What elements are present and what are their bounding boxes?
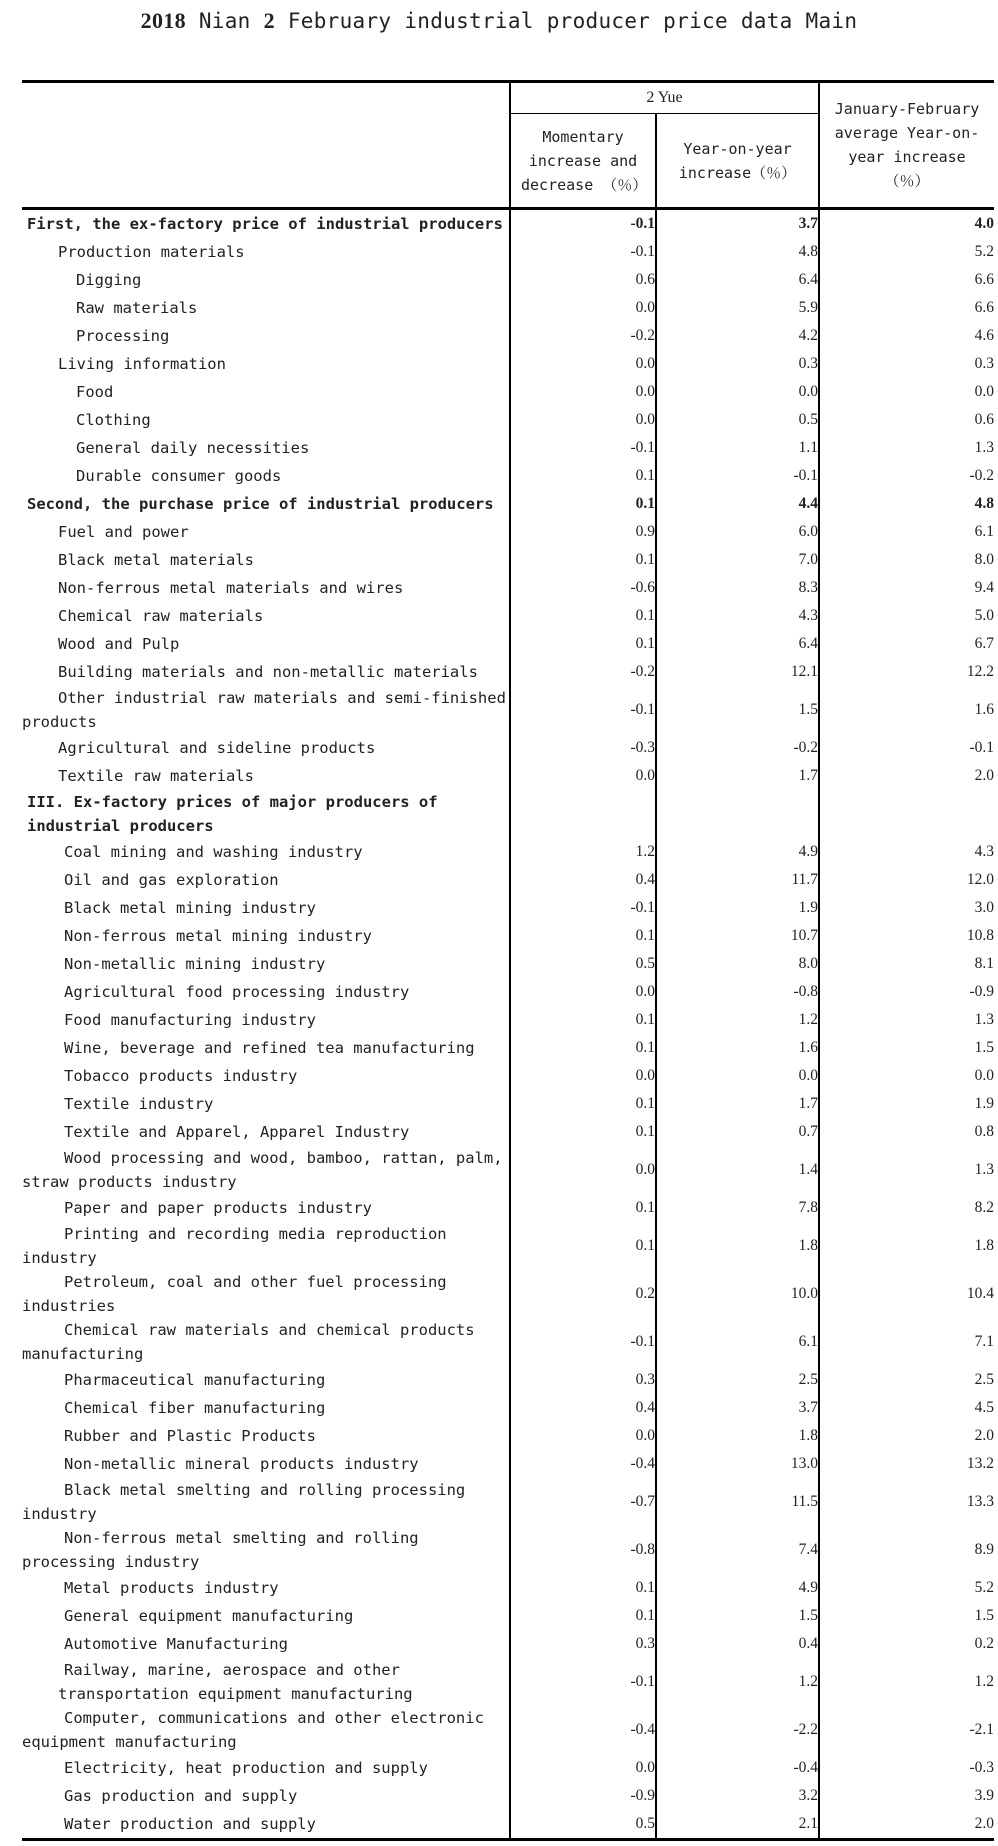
row-ytd-value: 10.4 <box>966 1285 995 1302</box>
row-ytd-value: 12.0 <box>966 871 995 888</box>
row-ytd-value: 9.4 <box>974 579 995 596</box>
row-yoy-value: 1.7 <box>656 1090 819 1118</box>
row-label: Textile raw materials <box>22 762 510 790</box>
table-row <box>22 838 994 866</box>
header-yoy: Year-on-year increase（％） <box>656 114 819 209</box>
row-mom-value: 0.1 <box>510 462 656 490</box>
row-yoy-value: 6.0 <box>656 518 819 546</box>
row-yoy-value: 10.0 <box>656 1270 819 1318</box>
row-yoy-value: 1.5 <box>656 1602 819 1630</box>
row-yoy-value: 1.1 <box>656 434 819 462</box>
row-ytd-value: 0.6 <box>974 411 995 428</box>
row-label: Printing and recording media reproduction industry <box>22 1222 510 1270</box>
row-label: General equipment manufacturing <box>22 1602 510 1630</box>
row-label: Rubber and Plastic Products <box>22 1422 510 1450</box>
row-label: General daily necessities <box>22 434 510 462</box>
row-ytd-value: 2.0 <box>974 767 995 784</box>
row-yoy-value: 10.7 <box>656 922 819 950</box>
row-yoy-value: 7.0 <box>656 546 819 574</box>
table-row <box>22 378 994 406</box>
title-year: 2018 <box>140 8 186 33</box>
row-mom-value: 1.2 <box>510 838 656 866</box>
row-mom-value: 0.1 <box>510 630 656 658</box>
row-yoy-value <box>656 790 819 838</box>
row-ytd-value: 2.0 <box>819 1810 994 1840</box>
table-row <box>22 1602 994 1630</box>
row-ytd-value: 0.0 <box>974 1067 995 1084</box>
table-row <box>22 209 994 239</box>
row-mom-value <box>510 790 656 838</box>
table-row <box>22 1366 994 1394</box>
row-mom-value: 0.0 <box>510 378 656 406</box>
row-label: Textile and Apparel, Apparel Industry <box>22 1118 510 1146</box>
table-row <box>22 1118 994 1146</box>
row-ytd-value: -0.3 <box>969 1759 995 1776</box>
row-mom-value: -0.4 <box>510 1450 656 1478</box>
row-label: Agricultural food processing industry <box>22 978 510 1006</box>
row-label: Chemical raw materials <box>22 602 510 630</box>
row-label: Tobacco products industry <box>22 1062 510 1090</box>
table-row <box>22 734 994 762</box>
row-mom-value: 0.1 <box>510 922 656 950</box>
table-row <box>22 1574 994 1602</box>
title-nian: Nian <box>198 9 251 33</box>
row-yoy-value: 4.2 <box>656 322 819 350</box>
row-yoy-value: -0.4 <box>656 1754 819 1782</box>
row-mom-value: -0.1 <box>510 209 656 239</box>
row-label: Fuel and power <box>22 518 510 546</box>
row-yoy-value: 7.8 <box>656 1194 819 1222</box>
table-row <box>22 1782 994 1810</box>
row-mom-value: -0.1 <box>510 894 656 922</box>
row-label: Automotive Manufacturing <box>22 1630 510 1658</box>
row-mom-value: 0.5 <box>510 1810 656 1840</box>
table-row <box>22 922 994 950</box>
row-yoy-value: 5.9 <box>656 294 819 322</box>
row-ytd-value: -0.9 <box>969 983 995 1000</box>
row-mom-value: -0.1 <box>510 1658 656 1706</box>
row-label: Petroleum, coal and other fuel processing industries <box>22 1270 510 1318</box>
row-label: Wood processing and wood, bamboo, rattan, palm, straw products industry <box>22 1146 510 1194</box>
row-mom-value: 0.0 <box>510 978 656 1006</box>
table-row <box>22 518 994 546</box>
row-mom-value: -0.1 <box>510 434 656 462</box>
table-row <box>22 1006 994 1034</box>
row-ytd-value: 3.9 <box>974 1787 995 1804</box>
row-mom-value: 0.4 <box>510 866 656 894</box>
row-yoy-value: 11.7 <box>656 866 819 894</box>
row-ytd-value: 0.3 <box>974 355 995 372</box>
row-ytd-value: 1.9 <box>974 1095 995 1112</box>
row-ytd-value: 8.9 <box>974 1541 995 1558</box>
row-label: Coal mining and washing industry <box>22 838 510 866</box>
table-row <box>22 1034 994 1062</box>
row-mom-value: 0.0 <box>510 294 656 322</box>
row-mom-value: -0.8 <box>510 1526 656 1574</box>
row-mom-value: 0.1 <box>510 1090 656 1118</box>
row-ytd-value: 5.2 <box>974 243 995 260</box>
table-row <box>22 950 994 978</box>
row-yoy-value: 11.5 <box>656 1478 819 1526</box>
row-yoy-value: 3.7 <box>656 1394 819 1422</box>
table-row <box>22 866 994 894</box>
row-yoy-value: 0.3 <box>656 350 819 378</box>
row-ytd-value: 4.5 <box>974 1399 995 1416</box>
table-row <box>22 1630 994 1658</box>
row-mom-value: 0.9 <box>510 518 656 546</box>
row-ytd-value: 6.7 <box>974 635 995 652</box>
row-mom-value: 0.1 <box>510 1194 656 1222</box>
title-month: 2 <box>263 8 275 33</box>
row-ytd-value: 0.2 <box>974 1635 995 1652</box>
row-yoy-value: 1.7 <box>656 762 819 790</box>
row-mom-value: 0.3 <box>510 1630 656 1658</box>
table-row <box>22 350 994 378</box>
row-mom-value: 0.5 <box>510 950 656 978</box>
table-row <box>22 894 994 922</box>
row-ytd-value: 5.0 <box>974 607 995 624</box>
row-mom-value: -0.1 <box>510 686 656 734</box>
row-ytd-value: 1.6 <box>974 701 995 718</box>
row-label: Clothing <box>22 406 510 434</box>
row-label: Non-metallic mining industry <box>22 950 510 978</box>
row-yoy-value: 0.5 <box>656 406 819 434</box>
table-row <box>22 790 994 838</box>
row-label: Food manufacturing industry <box>22 1006 510 1034</box>
row-label: Black metal mining industry <box>22 894 510 922</box>
row-mom-value: 0.0 <box>510 1146 656 1194</box>
row-yoy-value: 0.7 <box>656 1118 819 1146</box>
row-yoy-value: 6.4 <box>656 630 819 658</box>
row-mom-value: 0.1 <box>510 1222 656 1270</box>
table-row <box>22 1422 994 1450</box>
row-label: Wood and Pulp <box>22 630 510 658</box>
row-ytd-value: 1.2 <box>974 1673 995 1690</box>
header-ytd: January-February average Year-on-year increase（％） <box>819 82 994 209</box>
row-ytd-value: 5.2 <box>974 1579 995 1596</box>
row-mom-value: 0.6 <box>510 266 656 294</box>
row-yoy-value: 6.4 <box>656 266 819 294</box>
row-mom-value: 0.3 <box>510 1366 656 1394</box>
row-yoy-value: 1.2 <box>656 1006 819 1034</box>
row-label: Living information <box>22 350 510 378</box>
table-row <box>22 686 994 734</box>
row-mom-value: 0.0 <box>510 406 656 434</box>
row-ytd-value: 1.3 <box>974 439 995 456</box>
row-mom-value: 0.1 <box>510 1006 656 1034</box>
table-row <box>22 490 994 518</box>
row-mom-value: -0.1 <box>510 1318 656 1366</box>
row-ytd-value: 8.1 <box>974 955 995 972</box>
row-mom-value: 0.0 <box>510 1422 656 1450</box>
row-yoy-value: 3.2 <box>656 1782 819 1810</box>
row-mom-value: 0.1 <box>510 1118 656 1146</box>
row-label: Black metal materials <box>22 546 510 574</box>
table-row <box>22 1270 994 1318</box>
table-row <box>22 322 994 350</box>
row-ytd-value: 1.5 <box>974 1039 995 1056</box>
table-row <box>22 1754 994 1782</box>
row-ytd-value: 13.2 <box>966 1455 995 1472</box>
row-ytd-value: -0.2 <box>969 467 995 484</box>
row-mom-value: 0.0 <box>510 350 656 378</box>
row-label: Railway, marine, aerospace and other transportation equipment manufacturing <box>22 1658 510 1706</box>
row-yoy-value: 1.8 <box>656 1222 819 1270</box>
table-row <box>22 658 994 686</box>
row-mom-value: -0.4 <box>510 1706 656 1754</box>
row-yoy-value: -0.2 <box>656 734 819 762</box>
row-ytd-value: 4.3 <box>974 843 995 860</box>
row-label: Oil and gas exploration <box>22 866 510 894</box>
row-yoy-value: 12.1 <box>656 658 819 686</box>
table-row <box>22 1318 994 1366</box>
row-yoy-value: 4.9 <box>656 838 819 866</box>
row-ytd-value: 7.1 <box>974 1333 995 1350</box>
row-ytd-value: 0.0 <box>974 383 995 400</box>
row-yoy-value: 4.3 <box>656 602 819 630</box>
row-label: First, the ex-factory price of industrial producers <box>22 209 510 239</box>
row-ytd-value: 1.5 <box>974 1607 995 1624</box>
page-title <box>0 8 998 34</box>
table-row <box>22 462 994 490</box>
table-row <box>22 762 994 790</box>
row-mom-value: 0.0 <box>510 1754 656 1782</box>
table-body <box>22 209 994 1840</box>
table-row <box>22 602 994 630</box>
table-row <box>22 1194 994 1222</box>
row-mom-value: 0.2 <box>510 1270 656 1318</box>
table-row <box>22 294 994 322</box>
row-label: Textile industry <box>22 1090 510 1118</box>
table-row <box>22 978 994 1006</box>
row-ytd-value: 3.0 <box>974 899 995 916</box>
row-ytd-value: 6.1 <box>974 523 995 540</box>
row-label: Non-metallic mineral products industry <box>22 1450 510 1478</box>
table-row <box>22 266 994 294</box>
row-yoy-value: 2.5 <box>656 1366 819 1394</box>
row-mom-value: 0.1 <box>510 490 656 518</box>
row-ytd-value: 8.2 <box>974 1199 995 1216</box>
row-mom-value: 0.0 <box>510 1062 656 1090</box>
header-blank <box>22 82 510 209</box>
table-row <box>22 1222 994 1270</box>
row-mom-value: 0.0 <box>510 762 656 790</box>
row-label: Gas production and supply <box>22 1782 510 1810</box>
row-ytd-value: 0.8 <box>974 1123 995 1140</box>
row-yoy-value: 0.0 <box>656 378 819 406</box>
row-ytd-value: 1.3 <box>974 1011 995 1028</box>
row-ytd-value: 10.8 <box>966 927 995 944</box>
row-yoy-value: -0.1 <box>656 462 819 490</box>
row-label: Non-ferrous metal materials and wires <box>22 574 510 602</box>
row-label: Non-ferrous metal mining industry <box>22 922 510 950</box>
row-ytd-value: 4.0 <box>974 215 995 232</box>
row-mom-value: -0.2 <box>510 322 656 350</box>
row-mom-value: -0.1 <box>510 238 656 266</box>
row-yoy-value: 13.0 <box>656 1450 819 1478</box>
row-yoy-value: 4.8 <box>656 238 819 266</box>
row-ytd-value: 6.6 <box>974 299 995 316</box>
row-mom-value: -0.7 <box>510 1478 656 1526</box>
row-label: Water production and supply <box>22 1810 510 1840</box>
row-ytd-value: -2.1 <box>969 1721 995 1738</box>
table-row <box>22 546 994 574</box>
header-mom: Momentary increase and decrease （％） <box>510 114 656 209</box>
row-label: Non-ferrous metal smelting and rolling processing industry <box>22 1526 510 1574</box>
row-ytd-value: 2.0 <box>974 1427 995 1444</box>
row-mom-value: 0.1 <box>510 546 656 574</box>
row-label: Processing <box>22 322 510 350</box>
row-ytd-value: 2.5 <box>974 1371 995 1388</box>
row-yoy-value: 3.7 <box>656 209 819 239</box>
row-yoy-value: 1.9 <box>656 894 819 922</box>
row-ytd-value: 4.8 <box>974 495 995 512</box>
row-mom-value: -0.3 <box>510 734 656 762</box>
table-row <box>22 406 994 434</box>
row-label: Food <box>22 378 510 406</box>
row-yoy-value: 1.8 <box>656 1422 819 1450</box>
row-mom-value: -0.2 <box>510 658 656 686</box>
row-yoy-value: 4.9 <box>656 1574 819 1602</box>
table-row <box>22 1146 994 1194</box>
row-label: Computer, communications and other electronic equipment manufacturing <box>22 1706 510 1754</box>
row-mom-value: -0.9 <box>510 1782 656 1810</box>
table-row <box>22 1658 994 1706</box>
table-row <box>22 434 994 462</box>
row-yoy-value: 4.4 <box>656 490 819 518</box>
table-row <box>22 238 994 266</box>
row-label: Second, the purchase price of industrial producers <box>22 490 510 518</box>
row-label: III. Ex-factory prices of major producers of industrial producers <box>22 790 510 838</box>
row-label: Chemical fiber manufacturing <box>22 1394 510 1422</box>
row-label: Metal products industry <box>22 1574 510 1602</box>
row-yoy-value: 1.5 <box>656 686 819 734</box>
row-mom-value: 0.1 <box>510 1034 656 1062</box>
row-label: Raw materials <box>22 294 510 322</box>
price-table <box>22 80 994 1841</box>
row-yoy-value: 8.0 <box>656 950 819 978</box>
row-label: Chemical raw materials and chemical products manufacturing <box>22 1318 510 1366</box>
row-ytd-value <box>819 790 994 838</box>
row-yoy-value: 2.1 <box>656 1810 819 1840</box>
row-label: Digging <box>22 266 510 294</box>
row-label: Black metal smelting and rolling processing industry <box>22 1478 510 1526</box>
table-row <box>22 1478 994 1526</box>
row-yoy-value: 0.0 <box>656 1062 819 1090</box>
row-yoy-value: 1.6 <box>656 1034 819 1062</box>
table-row <box>22 1394 994 1422</box>
row-ytd-value: 1.3 <box>974 1161 995 1178</box>
title-rest: February industrial producer price data Main <box>287 9 858 33</box>
header-group-month: 2 Yue <box>510 82 819 114</box>
table-row <box>22 1810 994 1840</box>
row-yoy-value: 6.1 <box>656 1318 819 1366</box>
row-label: Paper and paper products industry <box>22 1194 510 1222</box>
row-mom-value: -0.6 <box>510 574 656 602</box>
table-row <box>22 1706 994 1754</box>
row-mom-value: 0.4 <box>510 1394 656 1422</box>
table-row <box>22 1062 994 1090</box>
row-yoy-value: 0.4 <box>656 1630 819 1658</box>
row-label: Durable consumer goods <box>22 462 510 490</box>
row-ytd-value: 4.6 <box>974 327 995 344</box>
row-ytd-value: 13.3 <box>966 1493 995 1510</box>
row-yoy-value: 7.4 <box>656 1526 819 1574</box>
row-label: Wine, beverage and refined tea manufacturing <box>22 1034 510 1062</box>
row-ytd-value: 1.8 <box>974 1237 995 1254</box>
row-ytd-value: -0.1 <box>969 739 995 756</box>
row-label: Other industrial raw materials and semi-finished products <box>22 686 510 734</box>
row-mom-value: 0.1 <box>510 1574 656 1602</box>
row-label: Building materials and non-metallic materials <box>22 658 510 686</box>
row-yoy-value: -0.8 <box>656 978 819 1006</box>
table-row <box>22 1450 994 1478</box>
row-label: Agricultural and sideline products <box>22 734 510 762</box>
row-ytd-value: 6.6 <box>974 271 995 288</box>
table-row <box>22 1526 994 1574</box>
row-yoy-value: 8.3 <box>656 574 819 602</box>
table-row <box>22 574 994 602</box>
row-mom-value: 0.1 <box>510 1602 656 1630</box>
row-label: Production materials <box>22 238 510 266</box>
table-row <box>22 1090 994 1118</box>
row-ytd-value: 8.0 <box>974 551 995 568</box>
row-label: Electricity, heat production and supply <box>22 1754 510 1782</box>
row-yoy-value: 1.2 <box>656 1658 819 1706</box>
row-yoy-value: -2.2 <box>656 1706 819 1754</box>
row-ytd-value: 12.2 <box>966 663 995 680</box>
row-mom-value: 0.1 <box>510 602 656 630</box>
row-yoy-value: 1.4 <box>656 1146 819 1194</box>
table-row <box>22 630 994 658</box>
row-label: Pharmaceutical manufacturing <box>22 1366 510 1394</box>
